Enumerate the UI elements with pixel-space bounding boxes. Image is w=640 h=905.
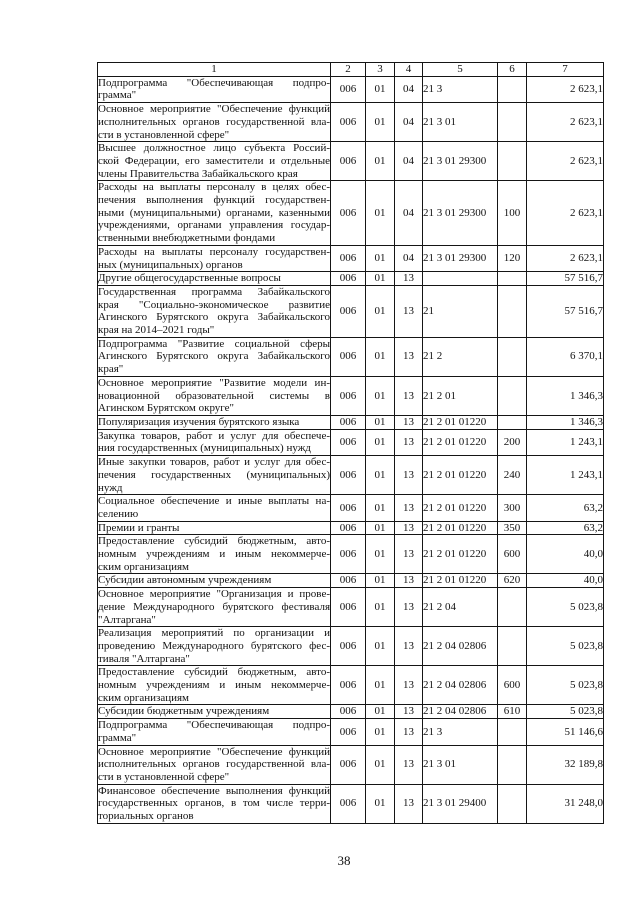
subsection-code-cell: 13 bbox=[395, 588, 423, 627]
item-name-line: Расходы на выплаты персоналу в целях обес- bbox=[98, 181, 330, 194]
section-code-cell: 01 bbox=[366, 535, 395, 574]
item-name-line: государственных органов, в том числе терри- bbox=[98, 797, 330, 810]
department-code-cell: 006 bbox=[331, 76, 366, 102]
subsection-code-cell: 13 bbox=[395, 745, 423, 784]
table-row bbox=[98, 103, 604, 142]
subsection-code-cell: 13 bbox=[395, 285, 423, 337]
header-col-7: 7 bbox=[527, 63, 604, 77]
item-name-line: Популяризация изучения бурятского языка bbox=[98, 415, 300, 428]
department-code-cell: 006 bbox=[331, 142, 366, 181]
item-name-cell bbox=[98, 719, 331, 745]
item-name-line: грамма" bbox=[98, 731, 137, 744]
header-col-2: 2 bbox=[331, 63, 366, 77]
expense-type-cell: 100 bbox=[498, 181, 527, 246]
table-row bbox=[98, 574, 604, 588]
section-code-cell: 01 bbox=[366, 376, 395, 415]
item-name-line: края" bbox=[98, 363, 124, 376]
item-name-line: дение Международного бурятского фестиваля bbox=[98, 600, 330, 613]
item-name-line: исполнительных органов государственной вла- bbox=[98, 758, 330, 771]
table-row bbox=[98, 535, 604, 574]
subsection-code-cell: 13 bbox=[395, 456, 423, 495]
subsection-code-cell: 13 bbox=[395, 666, 423, 705]
department-code-cell: 006 bbox=[331, 103, 366, 142]
amount-cell: 5 023,8 bbox=[527, 588, 604, 627]
item-name-cell bbox=[98, 495, 331, 521]
amount-cell: 1 243,1 bbox=[527, 429, 604, 455]
item-name-line: Иные закупки товаров, работ и услуг для обес- bbox=[98, 456, 330, 469]
table-row bbox=[98, 627, 604, 666]
item-name-cell bbox=[98, 181, 331, 246]
item-name-line: печения государственных (муниципальных) bbox=[98, 468, 330, 481]
section-code-cell: 01 bbox=[366, 719, 395, 745]
item-name-line: нужд bbox=[98, 481, 123, 494]
subsection-code-cell: 13 bbox=[395, 337, 423, 376]
item-name-line: Подпрограмма "Развитие социальной сферы bbox=[98, 337, 330, 350]
department-code-cell: 006 bbox=[331, 245, 366, 271]
department-code-cell: 006 bbox=[331, 495, 366, 521]
target-article-cell: 21 3 01 29400 bbox=[423, 784, 498, 823]
item-name-cell bbox=[98, 521, 331, 535]
department-code-cell: 006 bbox=[331, 429, 366, 455]
expense-type-cell bbox=[498, 103, 527, 142]
item-name-cell bbox=[98, 429, 331, 455]
item-name-line: Агинского Бурятского округа Забайкальского bbox=[98, 350, 330, 363]
amount-cell: 40,0 bbox=[527, 535, 604, 574]
expense-type-cell bbox=[498, 337, 527, 376]
target-article-cell: 21 3 bbox=[423, 76, 498, 102]
subsection-code-cell: 13 bbox=[395, 627, 423, 666]
expense-type-cell bbox=[498, 745, 527, 784]
item-name-line: сти в установленной сфере" bbox=[98, 770, 230, 783]
item-name-cell bbox=[98, 745, 331, 784]
header-col-1: 1 bbox=[98, 63, 331, 77]
item-name-line: Премии и гранты bbox=[98, 521, 180, 534]
item-name-line: ными (муниципальными) органами, казенными bbox=[98, 206, 330, 219]
target-article-cell: 21 3 01 29300 bbox=[423, 181, 498, 246]
table-row bbox=[98, 337, 604, 376]
target-article-cell: 21 bbox=[423, 285, 498, 337]
table-row bbox=[98, 181, 604, 246]
table-row bbox=[98, 456, 604, 495]
item-name-line: члены Правительства Забайкальского края bbox=[98, 167, 298, 180]
item-name-line: ственными внебюджетными фондами bbox=[98, 232, 276, 245]
target-article-cell: 21 2 bbox=[423, 337, 498, 376]
item-name-line: ским организациям bbox=[98, 691, 190, 704]
item-name-cell bbox=[98, 285, 331, 337]
item-name-line: Предоставление субсидий бюджетным, авто- bbox=[98, 535, 330, 548]
amount-cell: 32 189,8 bbox=[527, 745, 604, 784]
target-article-cell: 21 3 01 bbox=[423, 103, 498, 142]
expense-type-cell: 620 bbox=[498, 574, 527, 588]
item-name-cell bbox=[98, 376, 331, 415]
amount-cell: 5 023,8 bbox=[527, 627, 604, 666]
target-article-cell: 21 2 04 bbox=[423, 588, 498, 627]
amount-cell: 57 516,7 bbox=[527, 285, 604, 337]
target-article-cell: 21 2 01 01220 bbox=[423, 429, 498, 455]
target-article-cell: 21 2 04 02806 bbox=[423, 666, 498, 705]
section-code-cell: 01 bbox=[366, 456, 395, 495]
section-code-cell: 01 bbox=[366, 784, 395, 823]
section-code-cell: 01 bbox=[366, 245, 395, 271]
expense-type-cell bbox=[498, 142, 527, 181]
target-article-cell: 21 3 01 bbox=[423, 745, 498, 784]
section-code-cell: 01 bbox=[366, 627, 395, 666]
item-name-line: грамма" bbox=[98, 89, 137, 102]
item-name-cell bbox=[98, 705, 331, 719]
target-article-cell: 21 2 04 02806 bbox=[423, 705, 498, 719]
department-code-cell: 006 bbox=[331, 535, 366, 574]
amount-cell: 5 023,8 bbox=[527, 666, 604, 705]
target-article-cell: 21 2 01 01220 bbox=[423, 521, 498, 535]
section-code-cell: 01 bbox=[366, 337, 395, 376]
amount-cell: 1 243,1 bbox=[527, 456, 604, 495]
amount-cell: 31 248,0 bbox=[527, 784, 604, 823]
subsection-code-cell: 13 bbox=[395, 415, 423, 429]
section-code-cell: 01 bbox=[366, 705, 395, 719]
amount-cell: 63,2 bbox=[527, 521, 604, 535]
subsection-code-cell: 04 bbox=[395, 142, 423, 181]
amount-cell: 6 370,1 bbox=[527, 337, 604, 376]
item-name-cell bbox=[98, 627, 331, 666]
amount-cell: 63,2 bbox=[527, 495, 604, 521]
section-code-cell: 01 bbox=[366, 415, 395, 429]
subsection-code-cell: 13 bbox=[395, 719, 423, 745]
target-article-cell: 21 2 01 bbox=[423, 376, 498, 415]
section-code-cell: 01 bbox=[366, 745, 395, 784]
department-code-cell: 006 bbox=[331, 784, 366, 823]
item-name-line: ных (муниципальных) органов bbox=[98, 258, 243, 271]
table-row bbox=[98, 495, 604, 521]
section-code-cell: 01 bbox=[366, 272, 395, 286]
item-name-cell bbox=[98, 272, 331, 286]
section-code-cell: 01 bbox=[366, 521, 395, 535]
amount-cell: 2 623,1 bbox=[527, 103, 604, 142]
header-col-4: 4 bbox=[395, 63, 423, 77]
item-name-cell bbox=[98, 588, 331, 627]
item-name-cell bbox=[98, 337, 331, 376]
item-name-line: края "Социально-экономическое развитие bbox=[98, 298, 330, 311]
item-name-line: края на 2014–2021 годы" bbox=[98, 324, 215, 337]
expense-type-cell: 120 bbox=[498, 245, 527, 271]
department-code-cell: 006 bbox=[331, 521, 366, 535]
item-name-line: новационной образовательной системы в bbox=[98, 389, 330, 402]
expense-type-cell bbox=[498, 285, 527, 337]
section-code-cell: 01 bbox=[366, 429, 395, 455]
item-name-cell bbox=[98, 574, 331, 588]
item-name-cell bbox=[98, 784, 331, 823]
subsection-code-cell: 13 bbox=[395, 705, 423, 719]
item-name-line: Предоставление субсидий бюджетным, авто- bbox=[98, 666, 330, 679]
table-row bbox=[98, 666, 604, 705]
item-name-line: ским организациям bbox=[98, 560, 190, 573]
section-code-cell: 01 bbox=[366, 285, 395, 337]
table-row bbox=[98, 376, 604, 415]
item-name-cell bbox=[98, 245, 331, 271]
table-header bbox=[98, 63, 604, 77]
section-code-cell: 01 bbox=[366, 574, 395, 588]
expense-type-cell bbox=[498, 588, 527, 627]
header-row bbox=[98, 63, 604, 77]
expense-type-cell: 200 bbox=[498, 429, 527, 455]
amount-cell: 40,0 bbox=[527, 574, 604, 588]
item-name-line: Основное мероприятие "Обеспечение функций bbox=[98, 745, 330, 758]
item-name-line: печения выполнения функций государствен- bbox=[98, 194, 330, 207]
item-name-line: Государственная программа Забайкальского bbox=[98, 285, 330, 298]
subsection-code-cell: 04 bbox=[395, 181, 423, 246]
expense-type-cell: 240 bbox=[498, 456, 527, 495]
item-name-cell bbox=[98, 103, 331, 142]
amount-cell: 5 023,8 bbox=[527, 705, 604, 719]
target-article-cell: 21 2 04 02806 bbox=[423, 627, 498, 666]
item-name-cell bbox=[98, 535, 331, 574]
expense-type-cell: 300 bbox=[498, 495, 527, 521]
item-name-line: Высшее должностное лицо субъекта Россий- bbox=[98, 142, 330, 155]
expense-type-cell bbox=[498, 784, 527, 823]
item-name-cell bbox=[98, 415, 331, 429]
subsection-code-cell: 13 bbox=[395, 272, 423, 286]
item-name-line: Основное мероприятие "Обеспечение функций bbox=[98, 103, 330, 116]
section-code-cell: 01 bbox=[366, 103, 395, 142]
header-col-3: 3 bbox=[366, 63, 395, 77]
item-name-line: Финансовое обеспечение выполнения функций bbox=[98, 784, 330, 797]
item-name-line: Основное мероприятие "Развитие модели ин- bbox=[98, 376, 330, 389]
amount-cell: 57 516,7 bbox=[527, 272, 604, 286]
department-code-cell: 006 bbox=[331, 627, 366, 666]
expense-type-cell bbox=[498, 627, 527, 666]
subsection-code-cell: 13 bbox=[395, 574, 423, 588]
table-row bbox=[98, 745, 604, 784]
department-code-cell: 006 bbox=[331, 285, 366, 337]
department-code-cell: 006 bbox=[331, 181, 366, 246]
item-name-cell bbox=[98, 142, 331, 181]
section-code-cell: 01 bbox=[366, 666, 395, 705]
table-body bbox=[98, 76, 604, 823]
department-code-cell: 006 bbox=[331, 456, 366, 495]
item-name-line: селению bbox=[98, 507, 139, 520]
target-article-cell: 21 2 01 01220 bbox=[423, 574, 498, 588]
expense-type-cell: 600 bbox=[498, 535, 527, 574]
target-article-cell: 21 3 01 29300 bbox=[423, 142, 498, 181]
department-code-cell: 006 bbox=[331, 588, 366, 627]
section-code-cell: 01 bbox=[366, 495, 395, 521]
target-article-cell bbox=[423, 272, 498, 286]
amount-cell: 2 623,1 bbox=[527, 76, 604, 102]
item-name-cell bbox=[98, 666, 331, 705]
department-code-cell: 006 bbox=[331, 272, 366, 286]
item-name-line: ния государственных (муниципальных) нужд bbox=[98, 442, 311, 455]
expense-type-cell: 350 bbox=[498, 521, 527, 535]
section-code-cell: 01 bbox=[366, 181, 395, 246]
item-name-line: Социальное обеспечение и иные выплаты на- bbox=[98, 495, 330, 508]
header-col-5: 5 bbox=[423, 63, 498, 77]
amount-cell: 1 346,3 bbox=[527, 415, 604, 429]
item-name-cell bbox=[98, 76, 331, 102]
subsection-code-cell: 13 bbox=[395, 376, 423, 415]
table-row bbox=[98, 76, 604, 102]
department-code-cell: 006 bbox=[331, 719, 366, 745]
item-name-cell bbox=[98, 456, 331, 495]
amount-cell: 51 146,6 bbox=[527, 719, 604, 745]
target-article-cell: 21 2 01 01220 bbox=[423, 535, 498, 574]
item-name-line: "Алтаргана" bbox=[98, 613, 156, 626]
subsection-code-cell: 04 bbox=[395, 103, 423, 142]
subsection-code-cell: 13 bbox=[395, 429, 423, 455]
amount-cell: 2 623,1 bbox=[527, 142, 604, 181]
item-name-line: Основное мероприятие "Организация и прове- bbox=[98, 588, 330, 601]
expense-type-cell bbox=[498, 76, 527, 102]
item-name-line: исполнительных органов государственной вла- bbox=[98, 115, 330, 128]
section-code-cell: 01 bbox=[366, 142, 395, 181]
item-name-line: Расходы на выплаты персоналу государствен- bbox=[98, 245, 330, 258]
table-row bbox=[98, 245, 604, 271]
amount-cell: 2 623,1 bbox=[527, 181, 604, 246]
expense-type-cell: 610 bbox=[498, 705, 527, 719]
item-name-line: номным учреждениям и иным некоммерче- bbox=[98, 679, 330, 692]
budget-table bbox=[97, 62, 604, 824]
target-article-cell: 21 3 01 29300 bbox=[423, 245, 498, 271]
department-code-cell: 006 bbox=[331, 337, 366, 376]
department-code-cell: 006 bbox=[331, 705, 366, 719]
department-code-cell: 006 bbox=[331, 745, 366, 784]
table-row bbox=[98, 588, 604, 627]
expense-type-cell bbox=[498, 415, 527, 429]
target-article-cell: 21 2 01 01220 bbox=[423, 456, 498, 495]
header-col-6: 6 bbox=[498, 63, 527, 77]
item-name-line: учреждениями, органами управления государ- bbox=[98, 219, 330, 232]
table-row bbox=[98, 142, 604, 181]
section-code-cell: 01 bbox=[366, 588, 395, 627]
subsection-code-cell: 13 bbox=[395, 784, 423, 823]
item-name-line: Агинском Бурятском округе" bbox=[98, 402, 235, 415]
table-row bbox=[98, 784, 604, 823]
item-name-line: Субсидии бюджетным учреждениям bbox=[98, 705, 270, 718]
expense-type-cell bbox=[498, 719, 527, 745]
section-code-cell: 01 bbox=[366, 76, 395, 102]
target-article-cell: 21 3 bbox=[423, 719, 498, 745]
amount-cell: 2 623,1 bbox=[527, 245, 604, 271]
item-name-line: Закупка товаров, работ и услуг для обеспече- bbox=[98, 429, 330, 442]
subsection-code-cell: 13 bbox=[395, 535, 423, 574]
table-row bbox=[98, 415, 604, 429]
expense-type-cell bbox=[498, 272, 527, 286]
item-name-line: Подпрограмма "Обеспечивающая подпро- bbox=[98, 719, 330, 732]
item-name-line: ской Федерации, его заместители и отдельные bbox=[98, 154, 330, 167]
subsection-code-cell: 04 bbox=[395, 245, 423, 271]
table-row bbox=[98, 272, 604, 286]
subsection-code-cell: 13 bbox=[395, 495, 423, 521]
item-name-line: Субсидии автономным учреждениям bbox=[98, 574, 272, 587]
amount-cell: 1 346,3 bbox=[527, 376, 604, 415]
department-code-cell: 006 bbox=[331, 376, 366, 415]
department-code-cell: 006 bbox=[331, 666, 366, 705]
item-name-line: номным учреждениям и иным некоммерче- bbox=[98, 548, 330, 561]
department-code-cell: 006 bbox=[331, 415, 366, 429]
item-name-line: Подпрограмма "Обеспечивающая подпро- bbox=[98, 76, 330, 89]
page-number: 38 bbox=[337, 853, 351, 868]
table-row bbox=[98, 705, 604, 719]
expense-type-cell: 600 bbox=[498, 666, 527, 705]
subsection-code-cell: 04 bbox=[395, 76, 423, 102]
item-name-line: сти в установленной сфере" bbox=[98, 128, 230, 141]
item-name-line: Агинского Бурятского округа Забайкальского bbox=[98, 311, 330, 324]
item-name-line: Реализация мероприятий по организации и bbox=[98, 627, 330, 640]
table-row bbox=[98, 521, 604, 535]
target-article-cell: 21 2 01 01220 bbox=[423, 415, 498, 429]
item-name-line: проведению Международного бурятского фес- bbox=[98, 639, 330, 652]
target-article-cell: 21 2 01 01220 bbox=[423, 495, 498, 521]
expense-type-cell bbox=[498, 376, 527, 415]
table-row bbox=[98, 429, 604, 455]
item-name-line: тиваля "Алтаргана" bbox=[98, 652, 190, 665]
table-row bbox=[98, 719, 604, 745]
table-row bbox=[98, 285, 604, 337]
item-name-line: ториальных органов bbox=[98, 810, 194, 823]
subsection-code-cell: 13 bbox=[395, 521, 423, 535]
department-code-cell: 006 bbox=[331, 574, 366, 588]
item-name-line: Другие общегосударственные вопросы bbox=[98, 272, 281, 285]
